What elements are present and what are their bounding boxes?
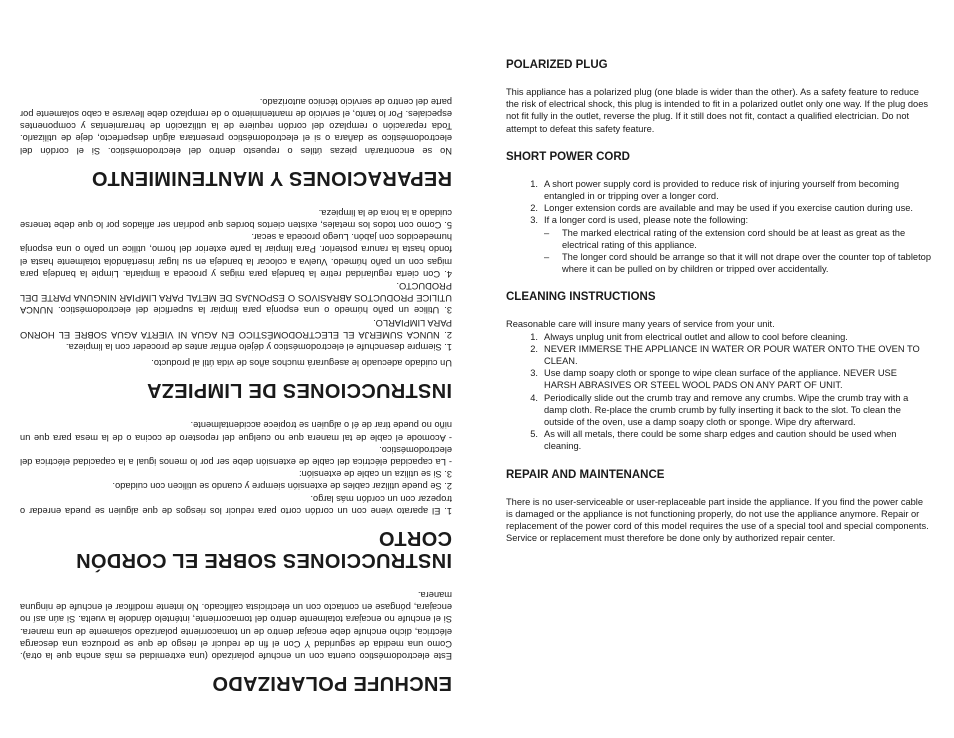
list-item (506, 367, 932, 391)
list-item (506, 428, 932, 452)
es-paragraph-repair: No se encontrarán piezas útiles o repuesto dentro del electrodoméstico. Si el cordón del electrodoméstico se dañara o si el electrodoméstico presentara algún desperfecto, deje de utilizarlo. Toda reparación o remplazo del cordón requiere de la utilización de herramientas y componentes especiales. Por lo tanto, el servicio de mantenimiento o de remplazo debe llevarse a cabo solamente por parte del centro de servicio técnico autorizado. (20, 96, 452, 156)
sublist-item (544, 251, 932, 275)
list-item: 2. NUNCA SUMERJA EL ELECTRODOMÉSTICO EN AGUA NI VIERTA AGUA SOBRE EL HORNO PARA LIMPIARLO. (20, 317, 452, 340)
cleaning-intro: Reasonable care will insure many years of service from your unit. (506, 319, 775, 330)
sublist-extension-cord (544, 227, 932, 276)
list-number: 4. (530, 392, 538, 403)
list-item: 1. El aparato viene con un cordón corto para reducir los riesgos de que alguien se pueda enredar o tropezar con un cordón más largo. (20, 493, 452, 516)
list-number: 5. (530, 429, 538, 440)
es-list-short-cord (20, 419, 452, 517)
es-heading-cleaning: INSTRUCCIONES DE LIMPIEZA (146, 379, 452, 402)
list-item: - La capacidad eléctrica del cable de extensión debe ser por lo menos igual a la capacidad eléctrica del electrodoméstico. (20, 444, 452, 467)
list-item (506, 331, 932, 343)
english-panel (506, 58, 932, 559)
list-item: - Acomode el cable de tal manera que no cuelgue del repostero de cocina o de la mesa para que un niño no puede tirar de él o alguien se tropiece accidentalmente. (20, 420, 452, 443)
list-text: Periodically slide out the crumb tray and remove any crumbs. Wipe the crumb tray with a damp cloth. Re-place the crumb crumb by fully inserting it back to the slot. To clean the outside of the oven, use a damp soapy cloth or sponge. Wipe dry afterward. (544, 392, 909, 428)
list-number: 1. (530, 331, 538, 342)
list-item (506, 202, 932, 214)
list-item: 1. Siempre desenchufe el electrodoméstico y déjelo enfriar antes de proceder con la limpieza. (65, 341, 452, 352)
list-text: A short power supply cord is provided to reduce risk of injuring yourself from becoming entangled in or tripping over a longer cord. (544, 178, 899, 202)
list-item: 4. Con cierta regularidad retire la bandeja para migas y proceda a limpiarla. Limpie la bandeja para migas con un paño húmedo. Vuelva a colocar la bandeja en su lugar insertándola totalmente hasta el fondo hasta la ranura posterior. Para limpiar la parte exterior del horno, utilice un paño o una esponja humedecidos con jabón. Luego proceda a secar. (20, 232, 452, 279)
list-text: Longer extension cords are available and may be used if you exercise caution during use. (544, 203, 914, 214)
es-paragraph-polarized-plug: Este electrodoméstico cuenta con un enchufe polarizado (una extremidad es más ancha que la otra). Como una medida de seguridad Y Con el fin de reducir el riesgo de que se produzca una descarga eléctrica, dicho enchufe debe encajar dentro de un tomacorriente polarizado solamente de una manera. Si el enchufe no encajara totalmente dentro del tomacorriente, inténtelo dándole la vuelta. Si aún así no encajara, póngase en contacto con un electricista calificado. No intente modificar el enchufe de ninguna manera. (20, 589, 452, 661)
section-short-power-cord (506, 150, 932, 276)
es-section-short-cord (20, 419, 452, 571)
es-list-cleaning (20, 207, 452, 353)
section-polarized-plug (506, 58, 932, 135)
list-text: As will all metals, there could be some sharp edges and caution should be used when cleaning. (544, 429, 897, 452)
section-repair-maintenance (506, 468, 932, 545)
es-section-cleaning (20, 207, 452, 402)
sublist-item (544, 227, 932, 251)
heading-polarized-plug: POLARIZED PLUG (506, 59, 608, 71)
list-cleaning (506, 331, 932, 453)
dash-bullet: – (544, 252, 550, 263)
es-section-polarized-plug (20, 589, 452, 694)
paragraph-polarized-plug: This appliance has a polarized plug (one blade is wider than the other). As a safety feature to reduce the risk of electrical shock, this plug is intended to fit in a polarized outlet only one way. If the plug does not fit fully in the outlet, reverse the plug. If it still does not fit, contact a qualified electrician. Do not attempt to defeat this safety feature. (506, 87, 929, 134)
es-heading-repair: REPARACIONES Y MANTENIMIENTO (91, 166, 452, 189)
dash-bullet: – (544, 227, 550, 238)
list-item (506, 343, 932, 367)
sublist-text: The longer cord should be arrange so that it will not drape over the counter top of tabletop where it can be pulled on by children or tripped over accidentally. (562, 252, 932, 275)
list-item: 5. Como con todos los metales, existen ciertos bordes que podrían ser afilados por lo que debe tenerse cuidado a la hora de la limpieza. (20, 207, 452, 230)
list-text: Use damp soapy cloth or sponge to wipe clean surface of the appliance. NEVER USE HARSH ABRASIVES OR STEEL WOOL PADS ON ANY PART OF UNIT. (544, 368, 897, 391)
list-number: 1. (530, 178, 538, 189)
section-cleaning-instructions (506, 290, 932, 452)
list-number: 2. (530, 343, 538, 354)
list-item (506, 214, 932, 275)
list-text: NEVER IMMERSE THE APPLIANCE IN WATER OR POUR WATER ONTO THE OVEN TO CLEAN. (544, 343, 920, 367)
list-number: 3. (530, 368, 538, 379)
es-heading-polarized-plug: ENCHUFE POLARIZADO (212, 672, 452, 694)
sublist-text: The marked electrical rating of the extension cord should be at least as great as the electrical rating of this appliance. (562, 227, 906, 250)
heading-repair-maintenance: REPAIR AND MAINTENANCE (506, 468, 665, 481)
paragraph-repair-maintenance: There is no user-serviceable or user-replaceable part inside the appliance. If you find the power cable is damaged or the appliance is not functioning properly, do not use the appliance anymore. Repair or replacement of the power cord of this model requires the use of a special tool and special components. Service or replacement must therefore be done only by authorized repair center. (506, 496, 929, 544)
es-section-repair (20, 96, 452, 189)
list-text: Always unplug unit from electrical outlet and allow to cool before cleaning. (544, 331, 848, 342)
list-item (506, 392, 932, 429)
list-item: 3. Si se utiliza un cable de extensión: (299, 469, 452, 480)
list-text: If a longer cord is used, please note the following: (544, 215, 749, 226)
list-number: 3. (530, 215, 538, 226)
list-item: 2. Se puede utilizar cables de extensión siempre y cuando se utilicen con cuidado. (112, 481, 452, 492)
list-item (506, 178, 932, 202)
heading-cleaning-instructions: CLEANING INSTRUCTIONS (506, 291, 656, 304)
list-item: 3. Utilice un paño húmedo o una esponja para limpiar la superficie del electrodoméstico. NUNCA UTILICE PRODUCTOS ABRASIVOS O ESPONJAS DE METAL PARA LIMPIAR NINGUNA PARTE DEL PRODUCTO. (20, 280, 452, 316)
es-cleaning-intro: Un cuidado adecuado le asegurará muchos años de vida útil al producto. (151, 358, 452, 369)
es-heading-short-cord: INSTRUCCIONES SOBRE EL CORDÓN CORTO (75, 526, 452, 571)
list-number: 2. (530, 203, 538, 214)
spanish-panel (20, 22, 452, 702)
list-text-with-sublist (544, 214, 932, 275)
list-short-power-cord (506, 178, 932, 276)
heading-short-power-cord: SHORT POWER CORD (506, 150, 630, 163)
